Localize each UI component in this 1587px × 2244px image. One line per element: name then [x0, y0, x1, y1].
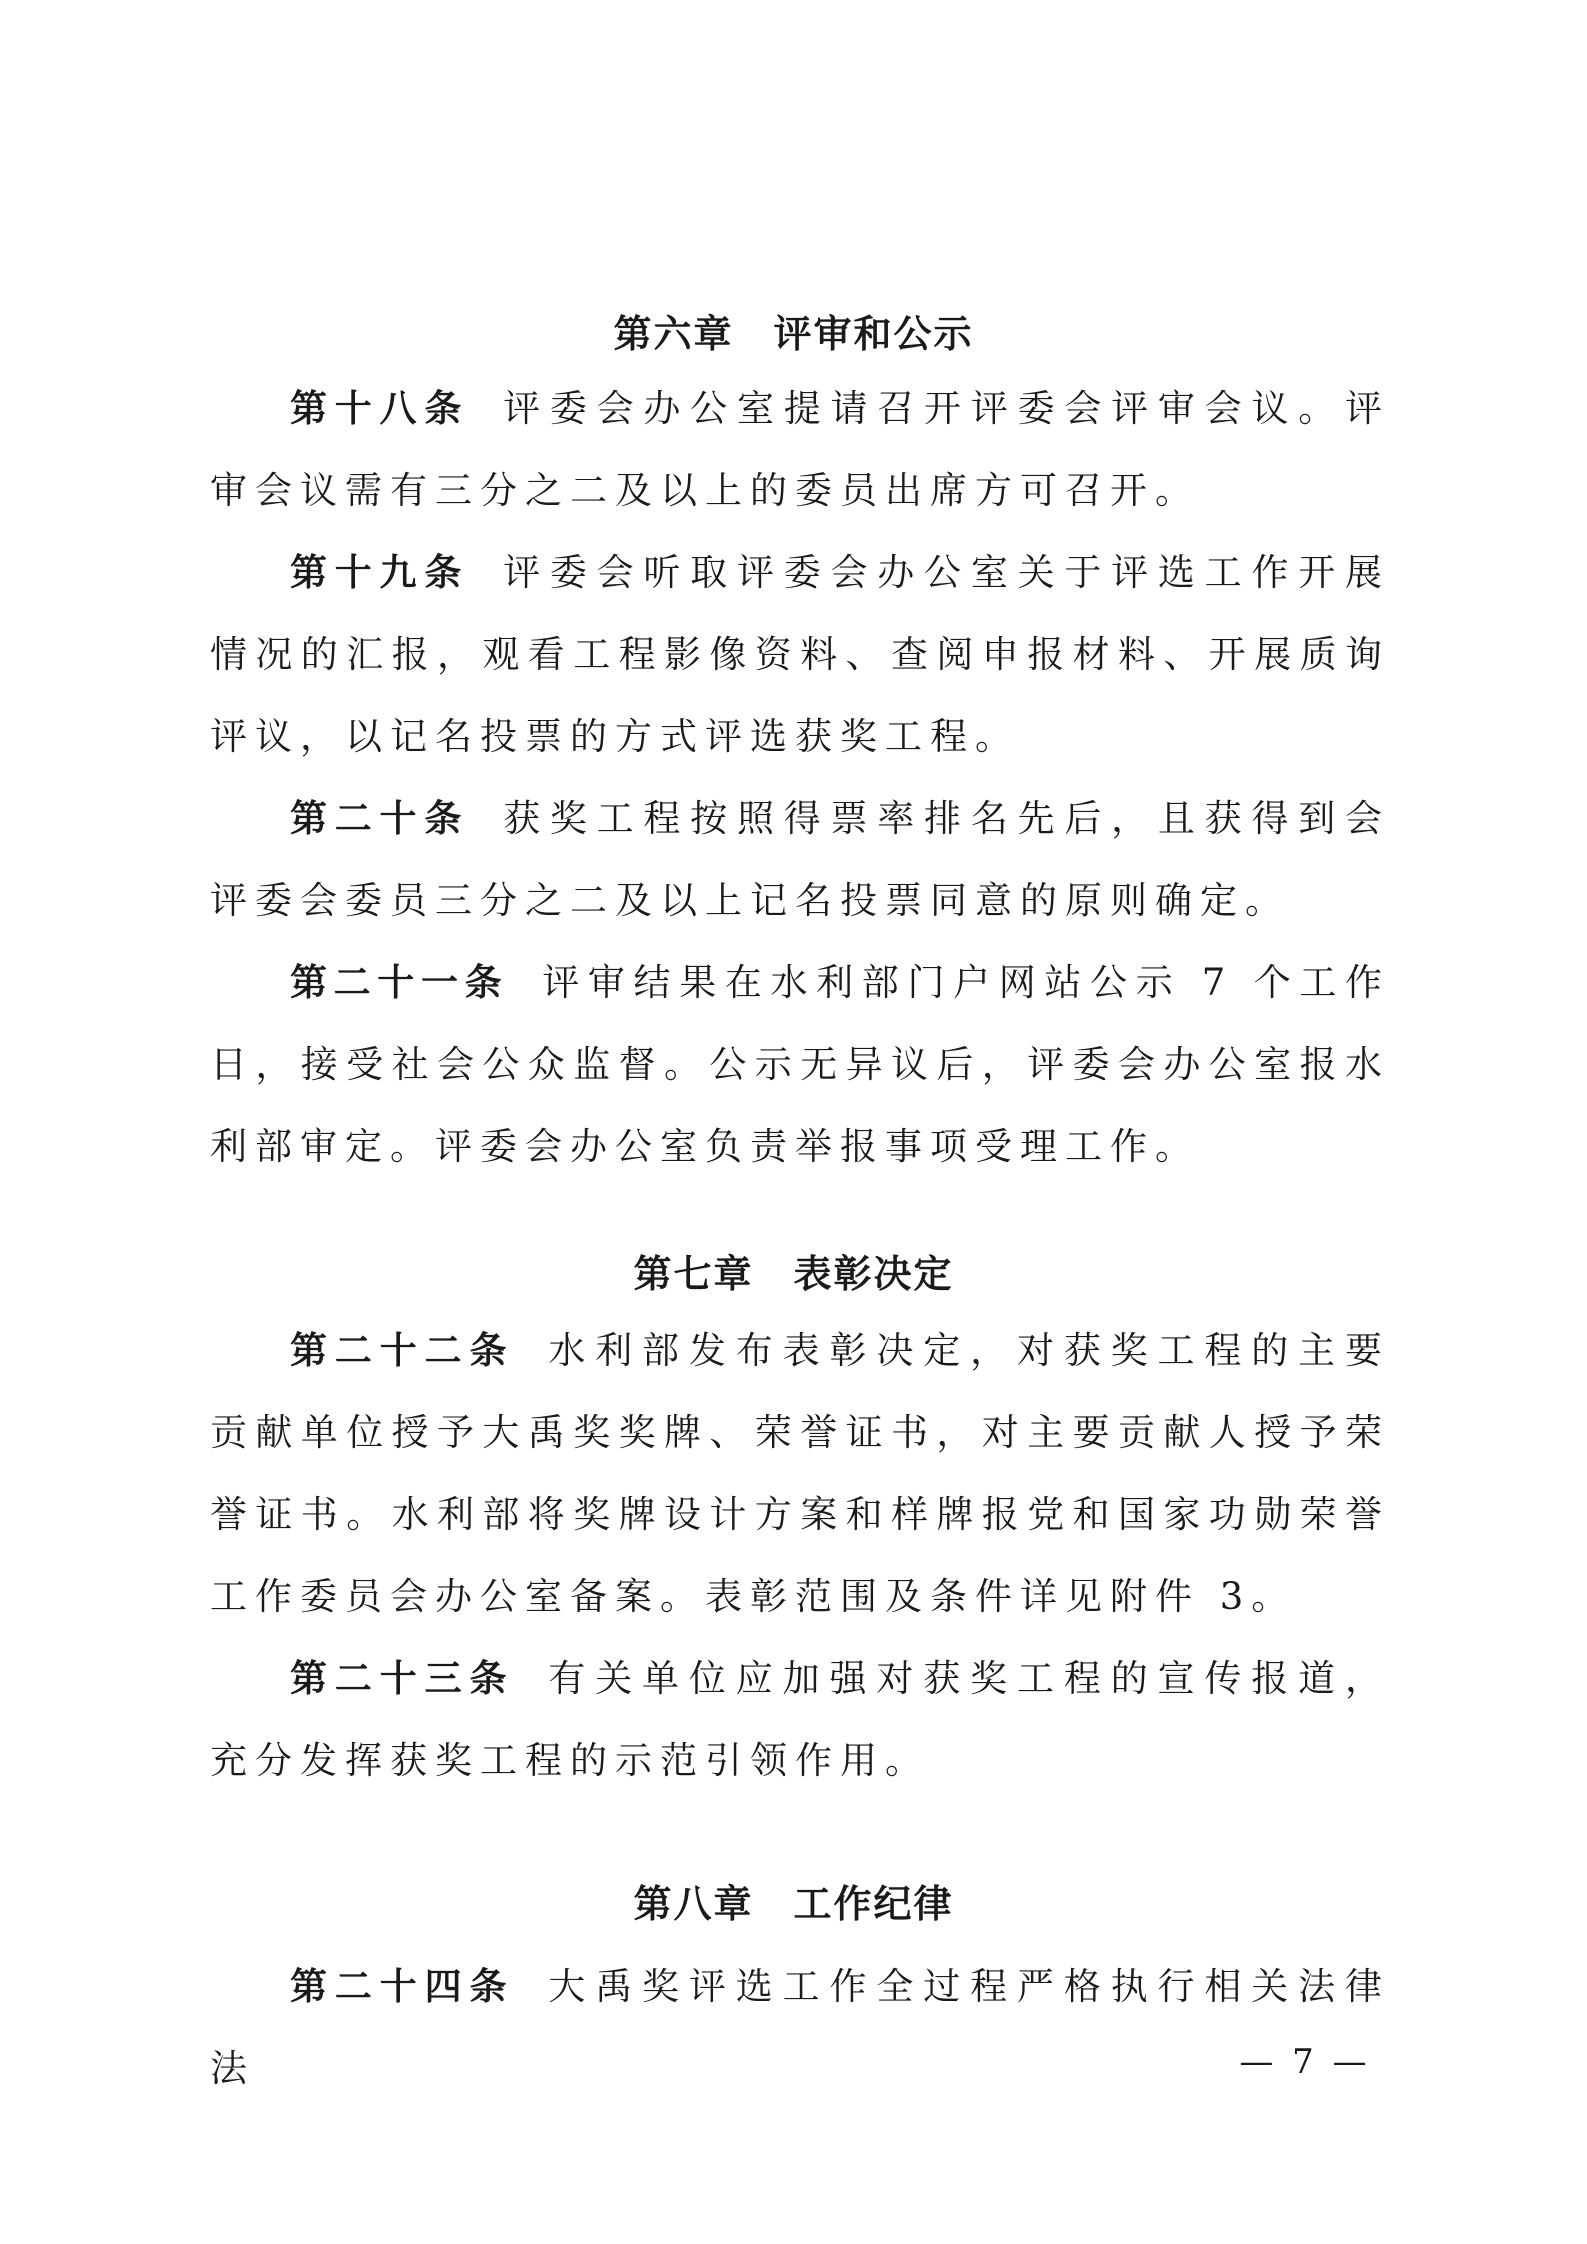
- article-text: 评委会听取评委会办公室关于评选工作开展情况的汇报，观看工程影像资料、查阅申报材料、开展质询评议，以记名投票的方式评选获奖工程。: [210, 551, 1391, 758]
- article-19: [210, 532, 1390, 778]
- article-label: 第二十三条: [290, 1657, 515, 1700]
- article-21: [210, 942, 1390, 1188]
- article-text: 有关单位应加强对获奖工程的宣传报道，充分发挥获奖工程的示范引领作用。: [210, 1657, 1391, 1782]
- article-18: [210, 368, 1390, 532]
- chapter-7-number: 第七章: [633, 1252, 754, 1296]
- article-text: 水利部发布表彰决定，对获奖工程的主要贡献单位授予大禹奖奖牌、荣誉证书，对主要贡献人授予荣誉证书。水利部将奖牌设计方案和样牌报党和国家功勋荣誉工作委员会办公室备案。表彰范围及条件详见附件 3。: [210, 1329, 1391, 1618]
- chapter-7-heading: [0, 1250, 1587, 1298]
- page-number: — 7 —: [1239, 2042, 1371, 2082]
- article-24: [210, 1946, 1390, 2110]
- chapter-8-heading: [0, 1880, 1587, 1928]
- article-label: 第二十二条: [290, 1329, 515, 1372]
- chapter-8-title: 工作纪律: [793, 1882, 954, 1926]
- article-text: 获奖工程按照得票率排名先后，且获得到会评委会委员三分之二及以上记名投票同意的原则确定。: [210, 797, 1391, 922]
- article-22: [210, 1310, 1390, 1638]
- article-text: 评审结果在水利部门户网站公示 7 个工作日，接受社会公众监督。公示无异议后，评委会办公室报水利部审定。评委会办公室负责举报事项受理工作。: [210, 961, 1391, 1168]
- chapter-7-title: 表彰决定: [793, 1252, 954, 1296]
- article-20: [210, 778, 1390, 942]
- article-label: 第二十一条: [290, 961, 509, 1004]
- article-label: 第二十四条: [290, 1965, 515, 2008]
- chapter-8-number: 第八章: [633, 1882, 754, 1926]
- article-label: 第十九条: [290, 551, 470, 594]
- article-label: 第二十条: [290, 797, 470, 840]
- article-text: 大禹奖评选工作全过程严格执行相关法律法: [210, 1965, 1391, 2090]
- chapter-6-title: 评审和公示: [773, 312, 974, 356]
- chapter-6-heading: [0, 310, 1587, 358]
- article-label: 第十八条: [290, 387, 470, 430]
- article-23: [210, 1638, 1390, 1802]
- chapter-6-number: 第六章: [613, 312, 734, 356]
- article-text: 评委会办公室提请召开评委会评审会议。评审会议需有三分之二及以上的委员出席方可召开。: [210, 387, 1391, 512]
